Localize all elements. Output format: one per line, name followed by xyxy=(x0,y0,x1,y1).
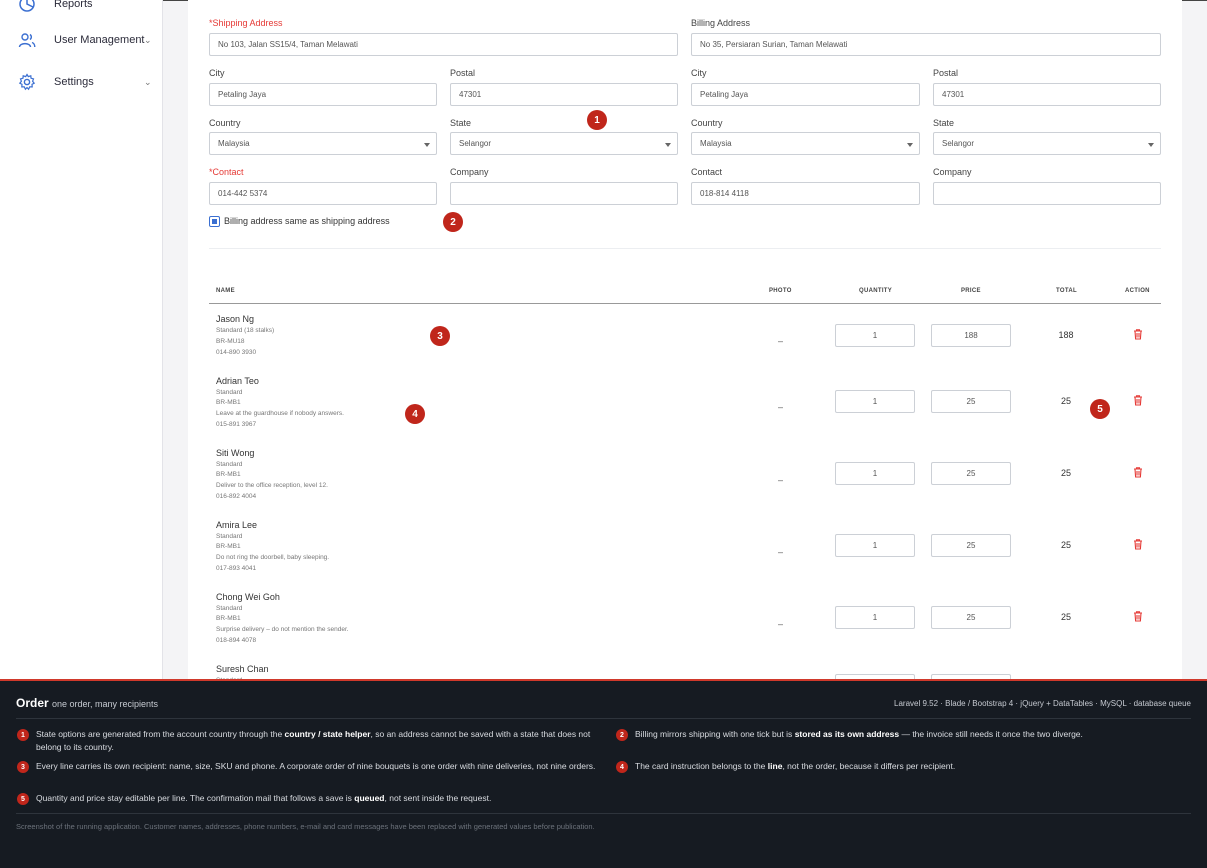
callout-badge-3: 3 xyxy=(430,326,450,346)
sidebar-item-label: Reports xyxy=(54,0,93,10)
recipient-name: Suresh Chan xyxy=(216,664,269,674)
shipping-contact-input[interactable]: 014-442 5374 xyxy=(209,182,437,205)
trash-icon[interactable] xyxy=(1132,538,1144,550)
line-total: 25 xyxy=(1060,396,1071,406)
card-message: Surprise delivery – do not mention the sender. xyxy=(216,626,349,633)
table-row xyxy=(209,370,1161,442)
note-badge-4: 4 xyxy=(616,761,628,773)
recipient-size: Standard xyxy=(216,389,243,396)
billing-country-select[interactable]: Malaysia xyxy=(691,132,920,155)
price-input[interactable]: 25 xyxy=(931,390,1011,413)
billing-contact-input[interactable]: 018-814 4118 xyxy=(691,182,920,205)
photo-cell: – xyxy=(778,547,784,557)
photo-cell: – xyxy=(778,619,784,629)
table-row xyxy=(209,442,1161,514)
note-5: Quantity and price stay editable per line. The confirmation mail that follows a save is queued, not sent inside the request. xyxy=(36,793,492,803)
quantity-input[interactable]: 1 xyxy=(835,390,915,413)
col-header-total: TOTAL xyxy=(1056,288,1077,294)
billing-city-label: City xyxy=(691,68,707,78)
shipping-company-label: Company xyxy=(450,167,489,177)
col-header-photo: PHOTO xyxy=(769,288,792,294)
photo-cell: – xyxy=(778,402,784,412)
col-header-quantity: QUANTITY xyxy=(859,288,893,294)
tech-stack: Laravel 9.52 · Blade / Bootstrap 4 · jQuery + DataTables · MySQL · database queue xyxy=(894,699,1191,708)
footer-subtitle: one order, many recipients xyxy=(52,699,159,709)
callout-badge-2: 2 xyxy=(443,212,463,232)
note-badge-2: 2 xyxy=(616,729,628,741)
disclaimer: Screenshot of the running application. Customer names, addresses, phone numbers, e-mail and card messages have been replaced with generated values before publication. xyxy=(16,822,595,831)
recipient-size: Standard xyxy=(216,461,243,468)
recipient-name: Amira Lee xyxy=(216,520,258,530)
callout-badge-1: 1 xyxy=(587,110,607,130)
footer-divider xyxy=(16,718,1191,719)
same-as-shipping-label[interactable]: Billing address same as shipping address xyxy=(224,216,390,226)
quantity-input[interactable]: 1 xyxy=(835,324,915,347)
shipping-country-select[interactable]: Malaysia xyxy=(209,132,437,155)
price-input[interactable]: 25 xyxy=(931,462,1011,485)
recipient-name: Jason Ng xyxy=(216,314,255,324)
sidebar-item-reports[interactable] xyxy=(0,0,163,16)
shipping-address-input[interactable]: No 103, Jalan SS15/4, Taman Melawati xyxy=(209,33,678,56)
shipping-state-label: State xyxy=(450,118,472,128)
users-icon xyxy=(18,31,36,49)
chevron-down-icon: ⌄ xyxy=(144,76,152,87)
chevron-down-icon: ⌄ xyxy=(144,34,152,45)
recipient-sku: BR-MU18 xyxy=(216,338,245,345)
footer-divider xyxy=(16,813,1191,814)
table-row xyxy=(209,586,1161,658)
recipient-name: Adrian Teo xyxy=(216,376,259,386)
billing-company-input[interactable] xyxy=(933,182,1161,205)
trash-icon[interactable] xyxy=(1132,466,1144,478)
shipping-address-label: *Shipping Address xyxy=(209,18,283,28)
card-message: Do not ring the doorbell, baby sleeping. xyxy=(216,554,330,561)
price-input[interactable]: 25 xyxy=(931,606,1011,629)
billing-postal-label: Postal xyxy=(933,68,959,78)
sidebar-item-settings[interactable] xyxy=(0,70,163,94)
trash-icon[interactable] xyxy=(1132,610,1144,622)
note-badge-3: 3 xyxy=(17,761,29,773)
billing-address-label: Billing Address xyxy=(691,18,751,28)
line-total: 25 xyxy=(1060,612,1071,622)
price-input[interactable]: 25 xyxy=(931,534,1011,557)
recipient-sku: BR-MB1 xyxy=(216,399,241,406)
recipient-phone: 015-891 3967 xyxy=(216,421,257,428)
billing-state-select[interactable]: Selangor xyxy=(933,132,1161,155)
recipient-size: Standard (18 stalks) xyxy=(216,327,275,334)
billing-postal-input[interactable]: 47301 xyxy=(933,83,1161,106)
shipping-country-label: Country xyxy=(209,118,241,128)
line-total: 25 xyxy=(1060,468,1071,478)
note-4: The card instruction belongs to the line, not the order, because it differs per recipient. xyxy=(635,761,956,771)
recipient-sku: BR-MB1 xyxy=(216,543,241,550)
recipient-phone: 016-892 4004 xyxy=(216,493,257,500)
table-row xyxy=(209,305,1161,377)
recipient-phone: 014-890 3930 xyxy=(216,349,257,356)
col-header-price: PRICE xyxy=(961,288,981,294)
gear-icon xyxy=(18,73,36,91)
shipping-postal-label: Postal xyxy=(450,68,476,78)
callout-badge-5: 5 xyxy=(1090,399,1110,419)
order-form-panel xyxy=(188,0,1182,680)
sidebar xyxy=(0,0,163,680)
photo-cell: – xyxy=(778,475,784,485)
table-header-divider xyxy=(209,303,1161,304)
col-header-action: ACTION xyxy=(1125,288,1150,294)
shipping-postal-input[interactable]: 47301 xyxy=(450,83,678,106)
trash-icon[interactable] xyxy=(1132,394,1144,406)
quantity-input[interactable]: 1 xyxy=(835,462,915,485)
billing-country-label: Country xyxy=(691,118,723,128)
reports-icon xyxy=(18,0,36,13)
note-3: Every line carries its own recipient: name, size, SKU and phone. A corporate order of nine bouquets is one order with nine deliveries, not nine orders. xyxy=(36,761,596,771)
line-total: 188 xyxy=(1058,330,1074,340)
billing-state-label: State xyxy=(933,118,955,128)
recipient-sku: BR-MB1 xyxy=(216,471,241,478)
price-input[interactable]: 188 xyxy=(931,324,1011,347)
same-as-shipping-checkbox[interactable] xyxy=(209,216,220,227)
recipient-size: Standard xyxy=(216,605,243,612)
card-message: Leave at the guardhouse if nobody answers. xyxy=(216,410,344,417)
recipient-phone: 017-893 4041 xyxy=(216,565,257,572)
annotation-footer xyxy=(0,679,1207,868)
sidebar-item-user-management[interactable] xyxy=(0,28,163,52)
quantity-input[interactable]: 1 xyxy=(835,606,915,629)
footer-title: Order xyxy=(16,696,49,710)
note-badge-1: 1 xyxy=(17,729,29,741)
note-1: State options are generated from the account country through the country / state helper, so an address cannot be saved with a state that does not belong to its country. xyxy=(36,729,591,752)
callout-badge-4: 4 xyxy=(405,404,425,424)
sidebar-item-label: Settings xyxy=(54,76,94,88)
quantity-input[interactable]: 1 xyxy=(835,534,915,557)
billing-city-input[interactable]: Petaling Jaya xyxy=(691,83,920,106)
note-badge-5: 5 xyxy=(17,793,29,805)
photo-cell: – xyxy=(778,336,784,346)
note-2: Billing mirrors shipping with one tick but is stored as its own address — the invoice still needs it once the two diverge. xyxy=(635,729,1083,739)
shipping-contact-label: *Contact xyxy=(209,167,244,177)
shipping-state-select[interactable]: Selangor xyxy=(450,132,678,155)
recipient-size: Standard xyxy=(216,533,243,540)
billing-address-input[interactable]: No 35, Persiaran Surian, Taman Melawati xyxy=(691,33,1161,56)
shipping-city-label: City xyxy=(209,68,225,78)
recipient-name: Chong Wei Goh xyxy=(216,592,280,602)
card-message: Deliver to the office reception, level 12. xyxy=(216,482,328,489)
recipient-name: Siti Wong xyxy=(216,448,255,458)
trash-icon[interactable] xyxy=(1132,328,1144,340)
recipient-phone: 018-894 4078 xyxy=(216,637,257,644)
recipient-sku: BR-MB1 xyxy=(216,615,241,622)
shipping-city-input[interactable]: Petaling Jaya xyxy=(209,83,437,106)
billing-contact-label: Contact xyxy=(691,167,723,177)
col-header-name: NAME xyxy=(216,288,235,294)
billing-company-label: Company xyxy=(933,167,972,177)
sidebar-item-label: User Management xyxy=(54,34,145,46)
section-divider xyxy=(209,248,1161,249)
table-row xyxy=(209,514,1161,586)
shipping-company-input[interactable] xyxy=(450,182,678,205)
line-total: 25 xyxy=(1060,540,1071,550)
